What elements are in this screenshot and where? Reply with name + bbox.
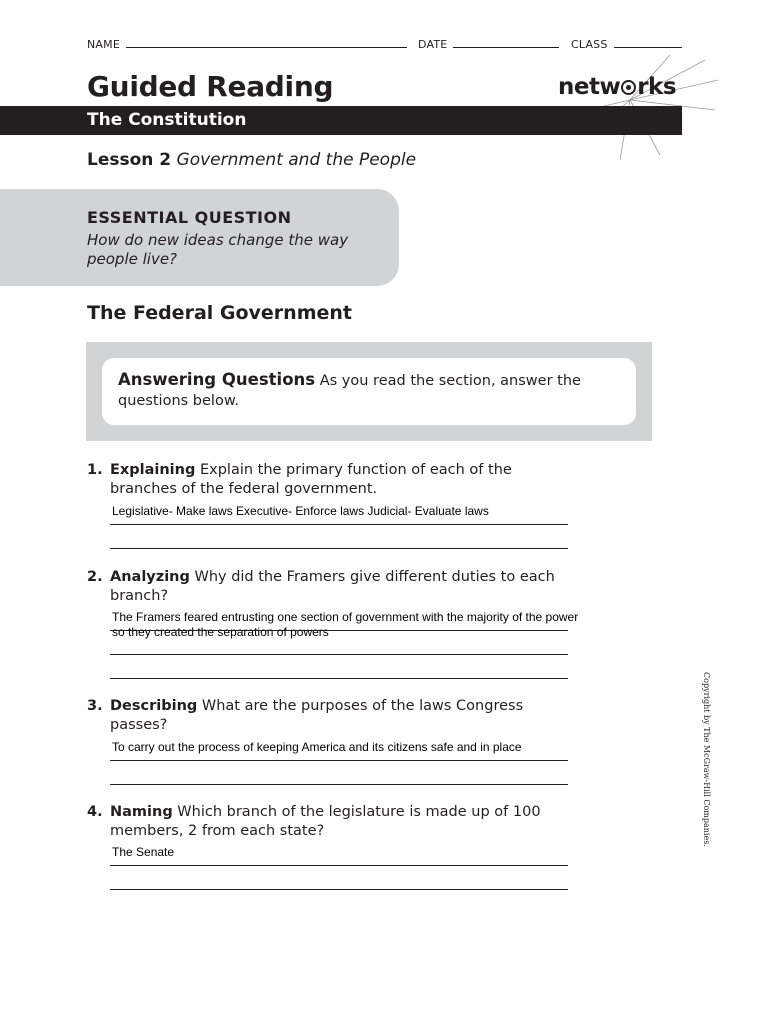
question-3-lead: Describing — [110, 698, 198, 714]
instructions-text — [118, 370, 628, 411]
answer-line — [110, 784, 568, 785]
answer-1[interactable]: Legislative- Make laws Executive- Enforce laws Judicial- Evaluate laws — [112, 504, 489, 518]
question-2: 2. Analyzing Why did the Framers give different duties to each branch? — [87, 569, 555, 604]
question-2-lead: Analyzing — [110, 569, 190, 585]
name-label: NAME — [87, 38, 120, 51]
question-1-lead: Explaining — [110, 462, 196, 478]
answer-line — [110, 865, 568, 866]
question-3: 3. Describing What are the purposes of the laws Congress passes? — [87, 698, 524, 733]
question-1-text: Explain the primary function of each of the branches of the federal government. — [110, 462, 512, 497]
instructions-body: As you read the section, answer the questions below. — [118, 373, 581, 409]
question-2-text: Why did the Framers give different duties to each branch? — [110, 569, 555, 604]
lesson-heading — [87, 150, 416, 170]
answer-line — [110, 678, 568, 679]
answer-2[interactable]: The Framers feared entrusting one section of government with the majority of the power so they created the separation of powers — [112, 610, 579, 639]
instructions-lead: Answering Questions — [118, 370, 316, 389]
question-4-lead: Naming — [110, 804, 173, 820]
answer-line — [110, 760, 568, 761]
name-field[interactable] — [126, 47, 407, 48]
answer-line — [110, 630, 568, 631]
class-field[interactable] — [614, 47, 682, 48]
question-3-text: What are the purposes of the laws Congress passes? — [110, 698, 524, 733]
date-field[interactable] — [453, 47, 559, 48]
question-4-text: Which branch of the legislature is made up of 100 members, 2 from each state? — [110, 804, 541, 839]
answer-line — [110, 524, 568, 525]
question-4: 4. Naming Which branch of the legislature is made up of 100 members, 2 from each state? — [87, 804, 541, 839]
copyright-notice: Copyright by The McGraw-Hill Companies. — [702, 672, 711, 847]
essential-question-text: How do new ideas change the way people live? — [87, 231, 349, 268]
brand-logo: netw rks — [558, 74, 677, 100]
class-label: CLASS — [571, 38, 608, 51]
lesson-number: Lesson 2 — [87, 150, 172, 170]
essential-question-title: ESSENTIAL QUESTION — [87, 208, 292, 227]
page-title: Guided Reading — [87, 70, 334, 103]
unit-title: The Constitution — [87, 110, 247, 130]
answer-line — [110, 654, 568, 655]
lesson-subtitle: Government and the People — [176, 150, 417, 170]
question-1: 1. Explaining Explain the primary function of each of the branches of the federal government. — [87, 462, 512, 497]
date-label: DATE — [418, 38, 448, 51]
answer-3[interactable]: To carry out the process of keeping America and its citizens safe and in place — [112, 740, 522, 754]
answer-line — [110, 548, 568, 549]
answer-4[interactable]: The Senate — [112, 845, 175, 859]
section-title: The Federal Government — [87, 302, 352, 324]
networks-logo-o-icon — [621, 80, 636, 95]
answer-line — [110, 889, 568, 890]
